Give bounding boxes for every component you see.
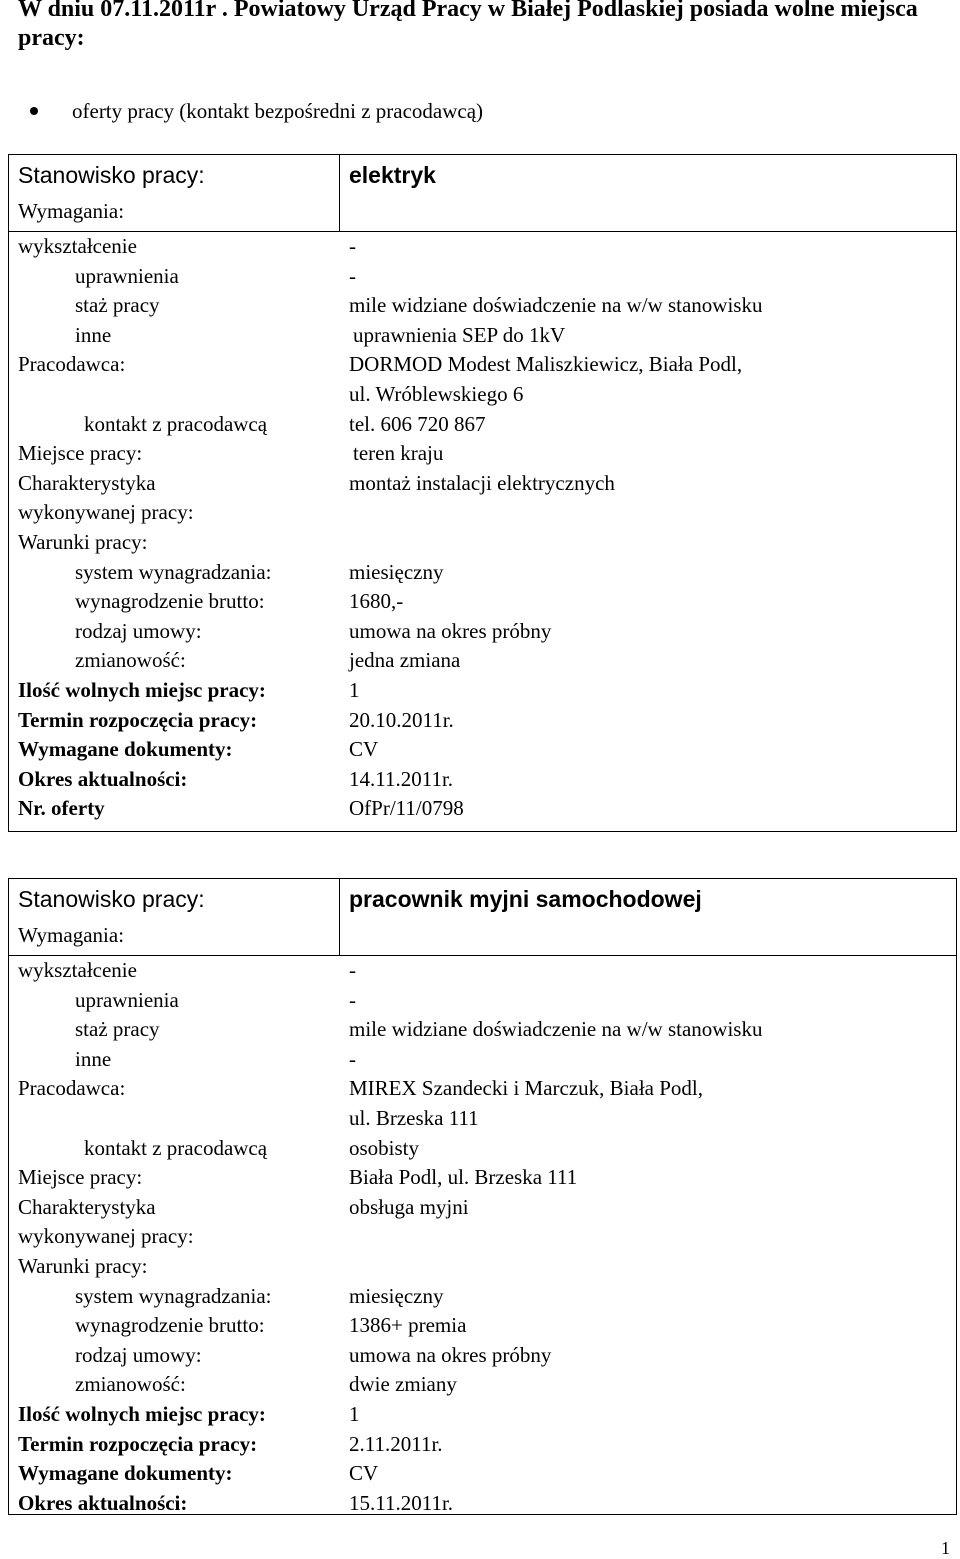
experience-row	[9, 1015, 956, 1045]
licenses-row	[9, 986, 956, 1016]
job-offer-table	[8, 878, 957, 1515]
bullet-icon	[30, 107, 38, 115]
contract-value: umowa na okres próbny	[349, 618, 552, 643]
licenses-value: -	[349, 263, 356, 288]
employer-value	[349, 1074, 950, 1133]
position-value: elektryk	[349, 162, 436, 188]
other-row	[9, 321, 956, 351]
employer-value	[349, 350, 950, 409]
shifts-value: jedna zmiana	[349, 648, 461, 673]
licenses-value: -	[349, 987, 356, 1012]
shifts-label: zmianowość:	[75, 648, 186, 673]
vacancies-value: 1	[349, 677, 360, 702]
workplace-value: teren kraju	[353, 441, 444, 466]
conditions-label: Warunki pracy:	[18, 529, 148, 554]
validity-value: 14.11.2011r.	[349, 766, 454, 791]
contact-value: osobisty	[349, 1135, 420, 1160]
job-description-label-line1: Charakterystyka	[18, 1194, 156, 1219]
employer-address: ul. Brzeska 111	[349, 1105, 479, 1130]
other-value: uprawnienia SEP do 1kV	[353, 322, 566, 347]
pay-system-label: system wynagradzania:	[75, 1283, 272, 1308]
education-value: -	[349, 958, 356, 982]
employer-name: DORMOD Modest Maliszkiewicz, Biała Podl,	[349, 352, 743, 377]
education-label: wykształcenie	[18, 234, 137, 258]
workplace-label: Miejsce pracy:	[18, 441, 143, 466]
job-description-row	[9, 469, 956, 528]
job-description-label-line2: wykonywanej pracy:	[18, 500, 194, 525]
shifts-label: zmianowość:	[75, 1372, 186, 1397]
bullet-text: oferty pracy (kontakt bezpośredni z pracodawcą)	[72, 99, 484, 123]
vacancies-value: 1	[349, 1401, 360, 1426]
workplace-row	[9, 1163, 956, 1193]
page-heading: W dniu 07.11.2011r . Powiatowy Urząd Pracy w Białej Podlaskiej posiada wolne miejsca pracy:	[18, 0, 918, 51]
contract-value: umowa na okres próbny	[349, 1342, 552, 1367]
validity-value: 15.11.2011r.	[349, 1490, 454, 1515]
other-label: inne	[75, 322, 112, 347]
validity-row	[9, 1489, 956, 1519]
position-label: Stanowisko pracy:	[18, 886, 205, 912]
job-description-label	[18, 469, 194, 528]
contract-label: rodzaj umowy:	[75, 1342, 202, 1367]
pay-system-value: miesięczny	[349, 1283, 444, 1308]
vacancies-row	[9, 676, 956, 706]
pay-system-row	[9, 558, 956, 588]
documents-value: CV	[349, 737, 379, 762]
start-date-value: 20.10.2011r.	[349, 707, 454, 732]
education-row	[9, 955, 956, 986]
contact-label: kontakt z pracodawcą	[84, 411, 268, 436]
contract-label: rodzaj umowy:	[75, 618, 202, 643]
shifts-value: dwie zmiany	[349, 1372, 457, 1397]
shifts-row	[9, 646, 956, 676]
employer-row	[9, 350, 956, 409]
gross-salary-row	[9, 1311, 956, 1341]
offer-number-value: OfPr/11/0798	[349, 796, 464, 821]
experience-value: mile widziane doświadczenie na w/w stanowisku	[349, 1017, 763, 1042]
licenses-label: uprawnienia	[75, 987, 179, 1012]
requirements-label: Wymagania:	[18, 199, 125, 223]
contact-row	[9, 1134, 956, 1164]
employer-row	[9, 1074, 956, 1133]
offer-number-label: Nr. oferty	[18, 796, 105, 821]
job-description-label	[18, 1193, 194, 1252]
position-row	[9, 879, 956, 919]
position-label: Stanowisko pracy:	[18, 162, 205, 188]
job-description-label-line1: Charakterystyka	[18, 470, 156, 495]
job-description-row	[9, 1193, 956, 1252]
pay-system-row	[9, 1282, 956, 1312]
offer-number-row	[9, 794, 956, 824]
validity-label: Okres aktualności:	[18, 1490, 188, 1515]
experience-label: staż pracy	[75, 1017, 160, 1042]
employer-name: MIREX Szandecki i Marczuk, Biała Podl,	[349, 1076, 704, 1101]
employer-label: Pracodawca:	[18, 352, 126, 377]
conditions-label: Warunki pracy:	[18, 1253, 148, 1278]
documents-label: Wymagane dokumenty:	[18, 737, 233, 762]
page-number: 1	[941, 1538, 950, 1558]
workplace-row	[9, 439, 956, 469]
documents-value: CV	[349, 1461, 379, 1486]
pay-system-value: miesięczny	[349, 559, 444, 584]
start-date-value: 2.11.2011r.	[349, 1431, 443, 1456]
start-date-row	[9, 1430, 956, 1460]
education-value: -	[349, 234, 356, 258]
experience-label: staż pracy	[75, 293, 160, 318]
documents-label: Wymagane dokumenty:	[18, 1461, 233, 1486]
start-date-label: Termin rozpoczęcia pracy:	[18, 707, 258, 732]
contact-row	[9, 410, 956, 440]
experience-value: mile widziane doświadczenie na w/w stanowisku	[349, 293, 763, 318]
licenses-row	[9, 262, 956, 292]
other-row	[9, 1045, 956, 1075]
contact-value: tel. 606 720 867	[349, 411, 486, 436]
contract-row	[9, 1341, 956, 1371]
requirements-label: Wymagania:	[18, 923, 125, 947]
position-value: pracownik myjni samochodowej	[349, 886, 702, 912]
gross-salary-label: wynagrodzenie brutto:	[75, 1313, 265, 1338]
conditions-row	[9, 528, 956, 558]
validity-row	[9, 765, 956, 795]
gross-salary-row	[9, 587, 956, 617]
vacancies-label: Ilość wolnych miejsc pracy:	[18, 1401, 266, 1426]
experience-row	[9, 291, 956, 321]
contract-row	[9, 617, 956, 647]
conditions-row	[9, 1252, 956, 1282]
start-date-row	[9, 706, 956, 736]
shifts-row	[9, 1370, 956, 1400]
documents-row	[9, 735, 956, 765]
requirements-row	[9, 919, 956, 955]
requirements-row	[9, 195, 956, 231]
documents-row	[9, 1459, 956, 1489]
pay-system-label: system wynagradzania:	[75, 559, 272, 584]
gross-salary-value: 1386+ premia	[349, 1313, 467, 1338]
employer-address: ul. Wróblewskiego 6	[349, 381, 524, 406]
vacancies-label: Ilość wolnych miejsc pracy:	[18, 677, 266, 702]
job-description-label-line2: wykonywanej pracy:	[18, 1224, 194, 1249]
start-date-label: Termin rozpoczęcia pracy:	[18, 1431, 258, 1456]
licenses-label: uprawnienia	[75, 263, 179, 288]
contact-label: kontakt z pracodawcą	[84, 1135, 268, 1160]
validity-label: Okres aktualności:	[18, 766, 188, 791]
position-row	[9, 155, 956, 195]
job-offer-table	[8, 154, 957, 832]
employer-label: Pracodawca:	[18, 1076, 126, 1101]
workplace-value: Biała Podl, ul. Brzeska 111	[349, 1165, 578, 1190]
other-value: -	[349, 1046, 356, 1071]
education-label: wykształcenie	[18, 958, 137, 982]
workplace-label: Miejsce pracy:	[18, 1165, 143, 1190]
other-label: inne	[75, 1046, 112, 1071]
job-description-value: obsługa myjni	[349, 1194, 469, 1219]
gross-salary-value: 1680,-	[349, 589, 404, 614]
vacancies-row	[9, 1400, 956, 1430]
gross-salary-label: wynagrodzenie brutto:	[75, 589, 265, 614]
job-description-value: montaż instalacji elektrycznych	[349, 470, 615, 495]
education-row	[9, 231, 956, 262]
bullet-item	[30, 97, 483, 127]
